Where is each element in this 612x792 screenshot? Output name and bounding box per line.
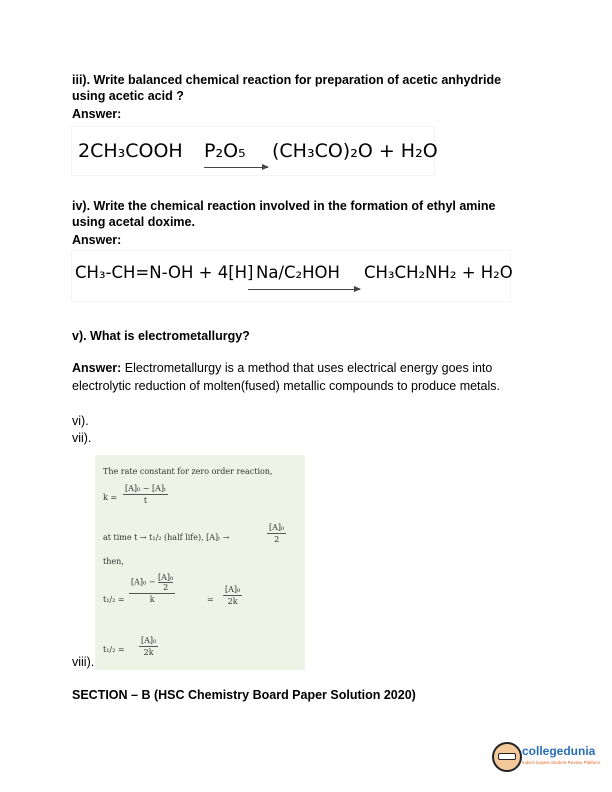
step-denominator: k xyxy=(149,595,155,604)
equals-sign: = xyxy=(207,595,214,604)
step-fraction xyxy=(129,573,175,604)
mascot-icon xyxy=(492,742,522,772)
k-denominator: t xyxy=(143,496,148,505)
question-7: vii). xyxy=(72,431,92,445)
final-denominator: 2k xyxy=(143,648,154,657)
answer-5 xyxy=(72,359,542,395)
logo-tagline: India's largest Student Review Platform xyxy=(522,760,601,765)
section-heading: SECTION – B (HSC Chemistry Board Paper Solution 2020) xyxy=(72,688,416,702)
final-fraction xyxy=(139,636,158,657)
equation-acetic-anhydride xyxy=(72,127,438,175)
step-numerator-text: [A]₀ − xyxy=(131,577,156,587)
reagent: P₂O₅ xyxy=(204,140,246,162)
question-6: vi). xyxy=(72,414,89,428)
result-numerator: [A]₀ xyxy=(225,585,241,594)
reactant: 2CH₃COOH xyxy=(78,140,183,162)
product: (CH₃CO)₂O + H₂O xyxy=(272,140,438,162)
k-label: k = xyxy=(103,493,118,502)
final-label: t₁/₂ = xyxy=(103,645,125,654)
question-5: v). What is electrometallurgy? xyxy=(72,329,250,343)
half-fraction xyxy=(267,523,286,544)
k-numerator: [A]₀ − [A]ₜ xyxy=(125,484,167,493)
step-inner-numerator: [A]₀ xyxy=(158,573,174,582)
collegedunia-logo xyxy=(492,742,601,776)
result-denominator: 2k xyxy=(227,597,238,606)
product: CH₃CH₂NH₂ + H₂O xyxy=(364,263,513,282)
step-numerator xyxy=(129,573,175,594)
k-fraction xyxy=(123,484,168,505)
at-time-text: at time t → t₁/₂ (half life), [A]ₜ → xyxy=(103,533,230,542)
then-text: then, xyxy=(103,557,124,566)
question-4-line-2: using acetal doxime. xyxy=(72,215,195,229)
step-inner-denominator: 2 xyxy=(163,583,169,592)
question-3-line-1: iii). Write balanced chemical reaction for preparation of acetic anhydride xyxy=(72,73,502,87)
answer-label-3: Answer: xyxy=(72,107,122,121)
answer-label-5: Answer: xyxy=(72,361,122,375)
reagent: Na/C₂HOH xyxy=(256,263,340,282)
question-4-line-1: iv). Write the chemical reaction involved in the formation of ethyl amine xyxy=(72,199,496,213)
answer-label-4: Answer: xyxy=(72,233,122,247)
math-intro: The rate constant for zero order reaction, xyxy=(103,467,273,476)
half-denominator: 2 xyxy=(274,535,280,544)
result-fraction xyxy=(223,585,242,606)
reaction-arrow-icon xyxy=(204,167,268,168)
half-life-derivation-image xyxy=(95,455,305,670)
logo-name: collegedunia xyxy=(522,744,596,758)
question-3-line-2: using acetic acid ? xyxy=(72,89,184,103)
final-numerator: [A]₀ xyxy=(141,636,157,645)
t-half-label: t₁/₂ = xyxy=(103,595,125,604)
reaction-arrow-icon xyxy=(248,289,360,290)
half-numerator: [A]₀ xyxy=(269,523,285,532)
reactant: CH₃-CH=N-OH + 4[H] xyxy=(75,263,254,282)
answer-5-text: Electrometallurgy is a method that uses electrical energy goes into electrolytic reduction of molten(fused) metallic compounds to produce metals. xyxy=(72,361,500,393)
equation-ethyl-amine xyxy=(72,251,513,301)
question-8: viii). xyxy=(72,655,95,669)
